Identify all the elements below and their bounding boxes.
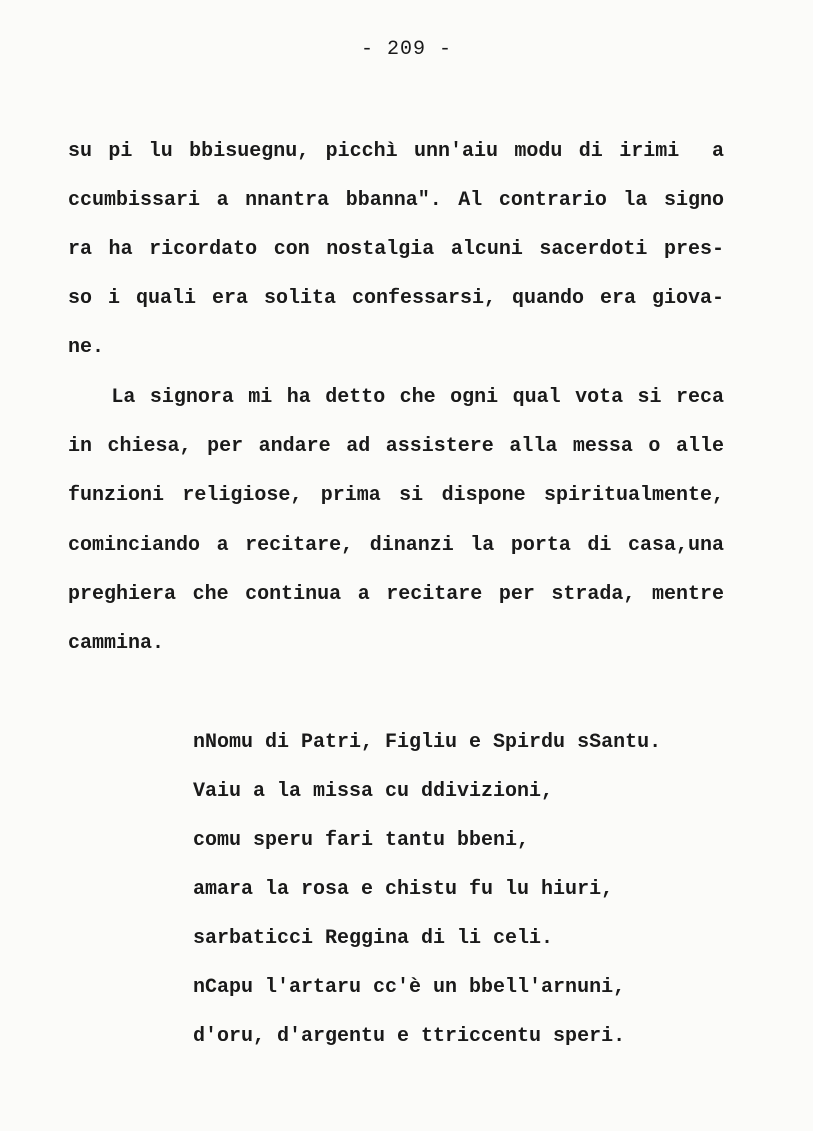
paragraph-line: preghiera che continua a recitare per strada, mentre — [68, 583, 724, 606]
poem-line: nCapu l'artaru cc'è un bbell'arnuni, — [193, 976, 626, 999]
poem-line: sarbaticci Reggina di li celi. — [193, 927, 554, 950]
poem-line: d'oru, d'argentu e ttriccentu speri. — [193, 1025, 626, 1048]
paragraph-line: in chiesa, per andare ad assistere alla messa o alle — [68, 435, 724, 458]
paragraph-line: funzioni religiose, prima si dispone spiritualmente, — [68, 484, 724, 507]
poem-line: comu speru fari tantu bbeni, — [193, 829, 530, 852]
paragraph-line: ccumbissari a nnantra bbanna". Al contrario la signo — [68, 189, 724, 212]
poem-line: nNomu di Patri, Figliu e Spirdu sSantu. — [193, 731, 662, 754]
poem-line: amara la rosa e chistu fu lu hiuri, — [193, 878, 614, 901]
paragraph-line: cominciando a recitare, dinanzi la porta di casa,una — [68, 534, 724, 557]
paragraph-line: ne. — [68, 336, 105, 359]
paragraph-line: cammina. — [68, 632, 165, 655]
paragraph-line: La signora mi ha detto che ogni qual vota si reca — [68, 386, 724, 409]
paragraph-line: ra ha ricordato con nostalgia alcuni sacerdoti pres- — [68, 238, 724, 261]
page-number: - 209 - — [360, 38, 452, 61]
paragraph-line: su pi lu bbisuegnu, picchì unn'aiu modu di irimi a — [68, 140, 724, 163]
paragraph-line: so i quali era solita confessarsi, quando era giova- — [68, 287, 724, 310]
poem-line: Vaiu a la missa cu ddivizioni, — [193, 780, 554, 803]
